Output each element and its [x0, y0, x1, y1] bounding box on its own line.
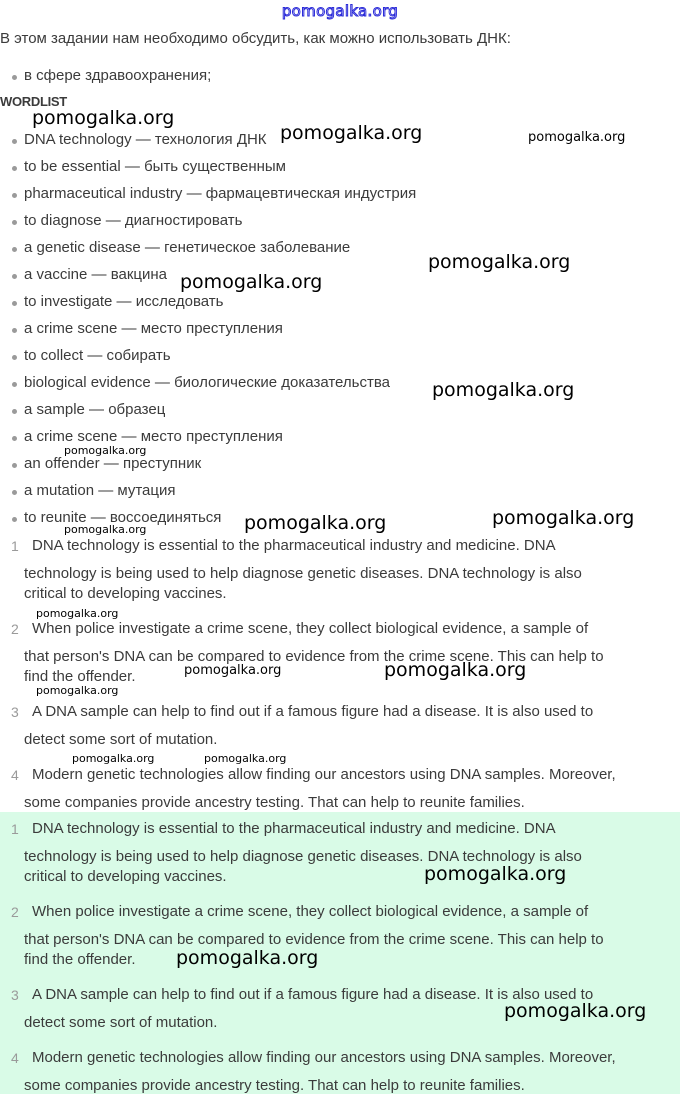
wordlist-heading: WORDLIST [0, 94, 67, 109]
wordlist-item-text: an offender — преступник [24, 455, 202, 472]
paragraph-line: Modern genetic technologies allow finding our ancestors using DNA samples. Moreover, [32, 766, 616, 783]
wordlist-item-text: to diagnose — диагностировать [24, 212, 243, 229]
paragraph-number: 3 [11, 987, 19, 1003]
wordlist-item [12, 482, 176, 499]
wordlist-item [12, 131, 267, 148]
wordlist-item-text: a mutation — мутация [24, 482, 176, 499]
wordlist-item-text: a crime scene — место преступления [24, 428, 283, 445]
watermark: pomogalka.org [64, 444, 147, 457]
wordlist-item [12, 347, 171, 364]
highlighted-paragraph-1 [11, 819, 676, 887]
paragraph-line: some companies provide ancestry testing. That can help to reunite families. [24, 1077, 525, 1094]
paragraph-line: technology is being used to help diagnose genetic diseases. DNA technology is also [24, 565, 582, 582]
wordlist-item [12, 185, 416, 202]
paragraph-line: DNA technology is essential to the pharmaceutical industry and medicine. DNA [32, 537, 556, 554]
paragraph-number: 2 [11, 621, 19, 637]
watermark: pomogalka.org [424, 863, 567, 885]
wordlist-item-text: biological evidence — биологические доказательства [24, 374, 390, 391]
watermark: pomogalka.org [36, 607, 119, 620]
wordlist-item-text: a vaccine — вакцина [24, 266, 168, 283]
paragraph-line: find the offender. [24, 668, 136, 685]
paragraph-line: When police investigate a crime scene, they collect biological evidence, a sample of [32, 903, 589, 920]
paragraph-line: technology is being used to help diagnose genetic diseases. DNA technology is also [24, 848, 582, 865]
intro-text: В этом задании нам необходимо обсудить, как можно использовать ДНК: [0, 30, 511, 47]
wordlist-item-text: a genetic disease — генетическое заболевание [24, 239, 351, 256]
wordlist-item [12, 401, 165, 418]
paragraph-3 [11, 702, 676, 750]
paragraph-number: 2 [11, 904, 19, 920]
watermark: pomogalka.org [184, 663, 282, 678]
wordlist-item-text: a sample — образец [24, 401, 166, 418]
wordlist-item [12, 212, 242, 229]
wordlist-item-text: DNA technology — технология ДНК [24, 131, 267, 148]
watermark: pomogalka.org [64, 523, 147, 536]
wordlist-item [12, 239, 350, 256]
highlighted-paragraph-4 [11, 1048, 676, 1096]
paragraph-number: 3 [11, 704, 19, 720]
paragraph-line: When police investigate a crime scene, they collect biological evidence, a sample of [32, 620, 589, 637]
wordlist-item-text: to reunite — воссоединяться [24, 509, 222, 526]
watermark: pomogalka.org [432, 379, 575, 401]
paragraph-4 [11, 765, 676, 813]
wordlist-item [12, 293, 223, 310]
watermark: pomogalka.org [72, 752, 155, 765]
paragraph-2 [11, 619, 676, 687]
paragraph-number: 4 [11, 767, 19, 783]
watermark: pomogalka.org [176, 947, 319, 969]
wordlist-item-text: a crime scene — место преступления [24, 320, 283, 337]
wordlist-item-text: to collect — собирать [24, 347, 171, 364]
paragraph-line: find the offender. [24, 951, 136, 968]
paragraph-line: detect some sort of mutation. [24, 731, 218, 748]
paragraph-line: DNA technology is essential to the pharmaceutical industry and medicine. DNA [32, 820, 556, 837]
paragraph-line: detect some sort of mutation. [24, 1014, 218, 1031]
watermark: pomogalka.org [428, 251, 571, 273]
watermark: pomogalka.org [180, 271, 323, 293]
topic-bullet-text: в сфере здравоохранения; [24, 67, 212, 84]
site-header-link[interactable]: pomogalka.org [281, 2, 399, 20]
watermark: pomogalka.org [204, 752, 287, 765]
watermark: pomogalka.org [280, 122, 423, 144]
paragraph-number: 1 [11, 821, 19, 837]
paragraph-line: Modern genetic technologies allow finding our ancestors using DNA samples. Moreover, [32, 1049, 616, 1066]
paragraph-line: critical to developing vaccines. [24, 585, 227, 602]
paragraph-line: critical to developing vaccines. [24, 868, 227, 885]
topic-bullet [12, 67, 211, 84]
wordlist-item-text: to investigate — исследовать [24, 293, 224, 310]
watermark: pomogalka.org [36, 684, 119, 697]
paragraph-line: that person's DNA can be compared to evidence from the crime scene. This can help to [24, 648, 604, 665]
paragraph-line: that person's DNA can be compared to evidence from the crime scene. This can help to [24, 931, 604, 948]
wordlist-item-text: to be essential — быть существенным [24, 158, 286, 175]
paragraph-line: A DNA sample can help to find out if a famous figure had a disease. It is also used to [32, 986, 594, 1003]
watermark: pomogalka.org [528, 130, 626, 145]
watermark: pomogalka.org [244, 512, 387, 534]
watermark: pomogalka.org [492, 507, 635, 529]
paragraph-number: 1 [11, 538, 19, 554]
wordlist-item [12, 455, 201, 472]
watermark: pomogalka.org [384, 659, 527, 681]
paragraph-1 [11, 536, 676, 604]
highlighted-paragraph-2 [11, 902, 676, 970]
wordlist-item [12, 428, 283, 445]
wordlist-item [12, 158, 286, 175]
paragraph-line: some companies provide ancestry testing. That can help to reunite families. [24, 794, 525, 811]
watermark: pomogalka.org [32, 107, 175, 129]
wordlist-item-text: pharmaceutical industry — фармацевтическая индустрия [24, 185, 417, 202]
watermark: pomogalka.org [504, 1000, 647, 1022]
wordlist-item [12, 266, 167, 283]
paragraph-line: A DNA sample can help to find out if a famous figure had a disease. It is also used to [32, 703, 594, 720]
wordlist-item [12, 320, 283, 337]
paragraph-number: 4 [11, 1050, 19, 1066]
wordlist-item [12, 374, 390, 391]
